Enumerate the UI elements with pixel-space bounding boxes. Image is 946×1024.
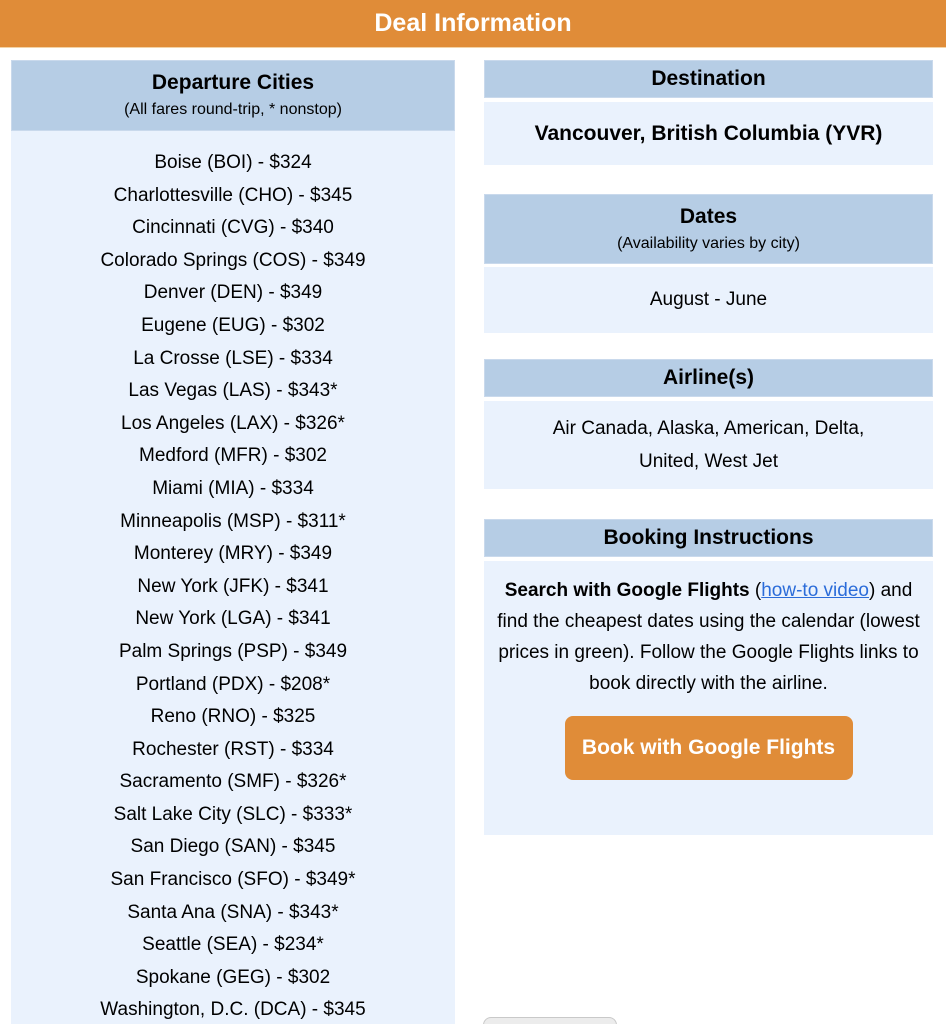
book-with-google-flights-button[interactable]: Book with Google Flights (565, 716, 853, 780)
departure-city-item: Seattle (SEA) - $234* (142, 934, 324, 956)
airlines-header (484, 359, 933, 397)
departure-city-item: Reno (RNO) - $325 (150, 706, 316, 728)
departure-city-item: Eugene (EUG) - $302 (141, 314, 325, 336)
airlines-title: Airline(s) (662, 366, 754, 389)
departure-city-item: Boise (BOI) - $324 (154, 152, 312, 173)
booking-instructions-title: Booking Instructions (603, 526, 814, 549)
departure-city-item: Sacramento (SMF) - $326* (119, 771, 347, 793)
departure-city-item: Salt Lake City (SLC) - $333* (113, 803, 353, 825)
booking-instructions-header (484, 519, 933, 557)
departure-city-item: Rochester (RST) - $334 (132, 738, 334, 760)
departure-city-item: Charlottesville (CHO) - $345 (113, 184, 353, 206)
destination-value: Vancouver, British Columbia (YVR) (484, 102, 933, 165)
partial-bottom-button[interactable] (483, 1017, 617, 1024)
departure-city-item: San Francisco (SFO) - $349* (110, 869, 356, 891)
departure-city-item: Portland (PDX) - $208* (135, 673, 331, 695)
departure-cities-title: Departure Cities (151, 71, 315, 94)
departure-city-item: Miami (MIA) - $334 (152, 477, 314, 499)
dates-subtitle: (Availability varies by city) (617, 234, 800, 252)
departure-city-item: Spokane (GEG) - $302 (135, 966, 331, 988)
departure-cities-subtitle: (All fares round-trip, * nonstop) (124, 101, 342, 118)
departure-city-item: Denver (DEN) - $349 (143, 282, 323, 304)
how-to-video-link[interactable]: how-to video (761, 580, 869, 601)
departure-city-item: New York (LGA) - $341 (135, 608, 331, 630)
departure-city-item: New York (JFK) - $341 (137, 575, 329, 597)
destination-title: Destination (651, 67, 766, 90)
departure-city-item: San Diego (SAN) - $345 (130, 836, 336, 858)
booking-after-link: ) and find the cheapest dates using the calendar (lowest prices in green). Follow the Google Flights links to book directly with the airline. (497, 580, 920, 694)
departure-city-item: Minneapolis (MSP) - $311* (120, 510, 346, 532)
booking-instructions-text (490, 575, 927, 699)
departure-city-item: Los Angeles (LAX) - $326* (121, 412, 345, 434)
departure-city-item: Las Vegas (LAS) - $343* (128, 380, 338, 402)
dates-value: August - June (484, 267, 933, 333)
departure-city-item: Colorado Springs (COS) - $349 (100, 249, 366, 271)
deal-information-banner (0, 0, 946, 48)
booking-instructions-panel (484, 561, 933, 835)
departure-city-item: Cincinnati (CVG) - $340 (132, 217, 334, 239)
booking-bold-intro: Search with Google Flights (504, 580, 750, 601)
departure-city-item: Santa Ana (SNA) - $343* (127, 901, 339, 923)
departure-cities-header (11, 60, 455, 131)
airlines-value: Air Canada, Alaska, American, Delta, United, West Jet (484, 401, 933, 489)
departure-city-item: Palm Springs (PSP) - $349 (118, 640, 348, 662)
page-title: Deal Information (374, 9, 572, 37)
departure-city-item: La Crosse (LSE) - $334 (133, 347, 333, 369)
departure-city-item: Medford (MFR) - $302 (139, 445, 327, 467)
departure-city-item: Washington, D.C. (DCA) - $345 (100, 999, 366, 1021)
dates-title: Dates (679, 204, 738, 228)
departure-city-item: Monterey (MRY) - $349 (133, 543, 333, 565)
dates-header (484, 194, 933, 264)
destination-header (484, 60, 933, 98)
departure-city-list (11, 131, 455, 1024)
booking-before-link: ( (749, 580, 762, 601)
